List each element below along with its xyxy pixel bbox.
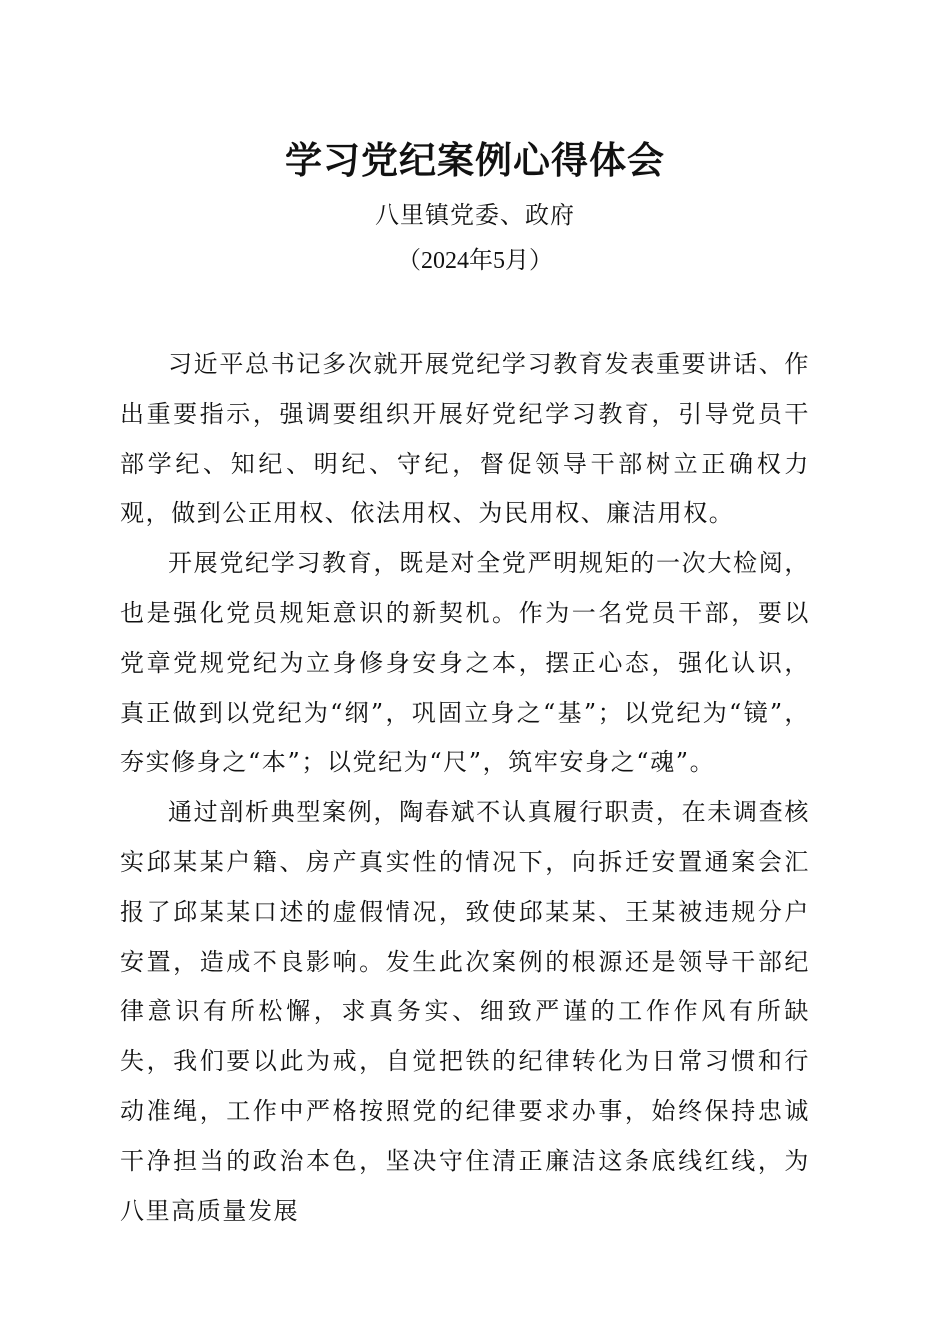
document-author: 八里镇党委、政府 xyxy=(375,201,575,229)
paragraph-3: 通过剖析典型案例，陶春斌不认真履行职责，在未调查核实邱某某户籍、房产真实性的情况下，向拆迁安置通案会汇报了邱某某口述的虚假情况，致使邱某某、王某被违规分户安置，造成不良影响。发生此次案例的根源还是领导干部纪律意识有所松懈，求真务实、细致严谨的工作作风有所缺失，我们要以此为戒，自觉把铁的纪律转化为日常习惯和行动准绳，工作中严格按照党的纪律要求办事，始终保持忠诚干净担当的政治本色，坚决守住清正廉洁这条底线红线，为八里高质量发展 xyxy=(120,798,810,1225)
document-title: 学习党纪案例心得体会 xyxy=(285,138,665,182)
paragraph-1: 习近平总书记多次就开展党纪学习教育发表重要讲话、作出重要指示，强调要组织开展好党纪学习教育，引导党员干部学纪、知纪、明纪、守纪，督促领导干部树立正确权力观，做到公正用权、依法用权、为民用权、廉洁用权。 xyxy=(120,350,810,528)
paragraph-2: 开展党纪学习教育，既是对全党严明规矩的一次大检阅，也是强化党员规矩意识的新契机。作为一名党员干部，要以党章党规党纪为立身修身安身之本，摆正心态，强化认识，真正做到以党纪为“纲”，巩固立身之“基”；以党纪为“镜”，夯实修身之“本”；以党纪为“尺”，筑牢安身之“魂”。 xyxy=(120,549,810,777)
document-body xyxy=(120,340,810,1236)
document-date: （2024年5月） xyxy=(397,248,553,274)
